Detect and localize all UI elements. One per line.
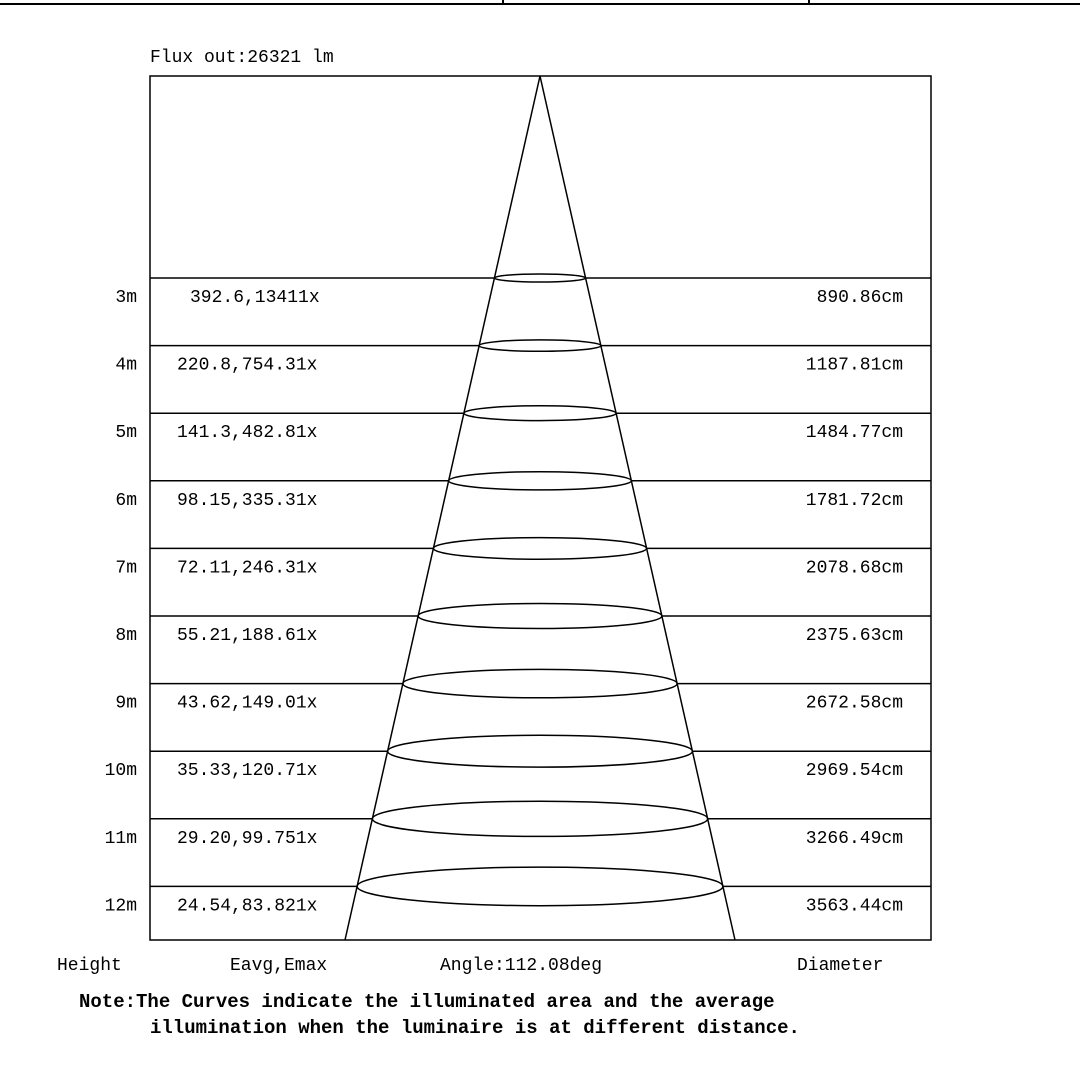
beam-ellipse	[464, 406, 616, 421]
row-diameter-label: 890.86cm	[816, 288, 903, 308]
row-height-label: 3m	[115, 288, 137, 308]
row-labels	[105, 288, 903, 916]
row-diameter-label: 1187.81cm	[805, 355, 903, 376]
beam-ellipse	[449, 472, 632, 490]
row-illuminance-label: 55.21,188.61x	[177, 626, 318, 646]
height-header: Height	[57, 956, 122, 976]
note-line-1: Note:The Curves indicate the illuminated area and the average	[79, 991, 775, 1013]
row-diameter-label: 2078.68cm	[805, 558, 903, 579]
row-illuminance-label: 35.33,120.71x	[177, 761, 318, 782]
row-diameter-label: 3563.44cm	[805, 896, 903, 917]
beam-cone	[345, 76, 735, 940]
row-height-label: 6m	[115, 490, 137, 511]
beam-ellipse	[372, 801, 707, 836]
row-illuminance-label: 72.11,246.31x	[177, 558, 318, 579]
row-height-label: 9m	[115, 693, 137, 714]
row-illuminance-label: 98.15,335.31x	[177, 490, 318, 511]
row-height-label: 12m	[104, 896, 137, 917]
row-diameter-label: 2969.54cm	[805, 761, 903, 782]
flux-label: Flux out:26321 lm	[150, 48, 334, 68]
row-illuminance-label: 43.62,149.01x	[177, 693, 318, 714]
row-height-label: 11m	[104, 828, 137, 849]
row-height-label: 5m	[115, 423, 137, 444]
cone-right-edge	[540, 76, 735, 940]
beam-ellipses	[357, 274, 723, 906]
row-illuminance-label: 24.54,83.821x	[177, 896, 318, 917]
row-height-label: 4m	[115, 355, 137, 376]
row-diameter-label: 2375.63cm	[805, 626, 903, 646]
beam-ellipse	[479, 340, 601, 351]
cone-left-edge	[345, 76, 540, 940]
row-diameter-label: 3266.49cm	[805, 828, 903, 849]
beam-ellipse	[403, 669, 677, 697]
diameter-header: Diameter	[797, 956, 884, 976]
row-diameter-label: 2672.58cm	[805, 693, 903, 714]
beam-ellipse	[433, 538, 646, 560]
row-diameter-label: 1781.72cm	[805, 490, 903, 511]
angle-label: Angle:112.08deg	[440, 956, 603, 976]
beam-ellipse	[418, 604, 662, 629]
note-line-2: illumination when the luminaire is at different distance.	[150, 1017, 800, 1039]
row-height-label: 7m	[115, 558, 137, 579]
row-height-label: 10m	[104, 761, 137, 782]
row-illuminance-label: 141.3,482.81x	[177, 423, 318, 444]
beam-ellipse	[357, 867, 723, 906]
row-illuminance-label: 392.6,13411x	[190, 288, 320, 308]
beam-ellipse	[388, 735, 693, 767]
eavg-emax-header: Eavg,Emax	[230, 956, 328, 976]
top-rule	[0, 0, 1080, 5]
row-illuminance-label: 220.8,754.31x	[177, 355, 318, 376]
row-height-label: 8m	[115, 626, 137, 646]
row-illuminance-label: 29.20,99.751x	[177, 828, 318, 849]
beam-ellipse	[494, 274, 585, 282]
row-diameter-label: 1484.77cm	[805, 423, 903, 444]
